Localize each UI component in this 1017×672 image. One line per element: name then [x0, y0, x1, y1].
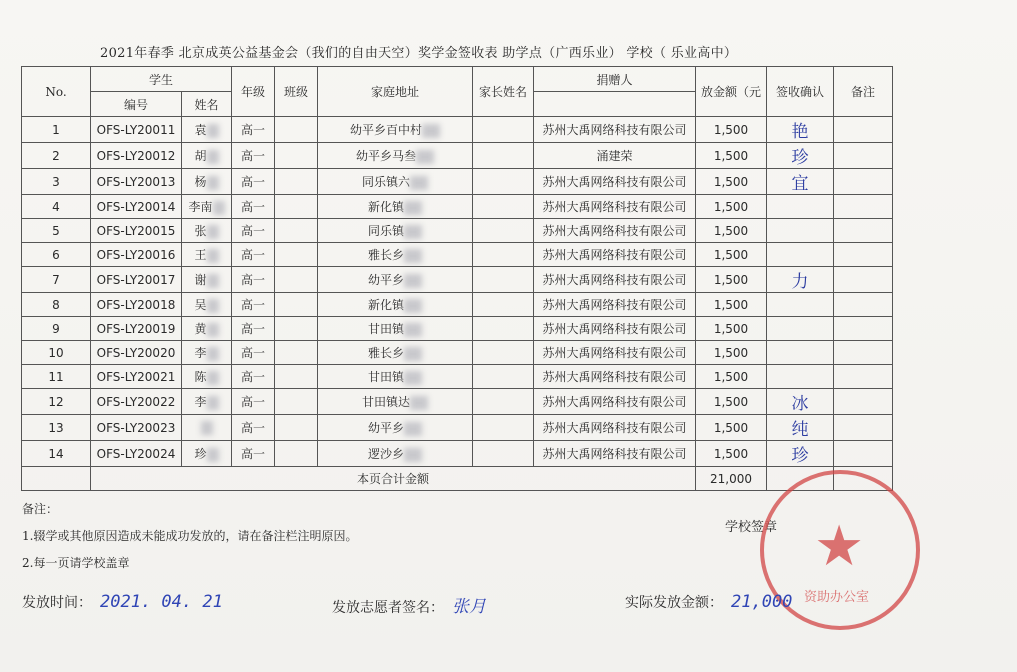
cell-name-text: 张: [194, 224, 207, 238]
cell-donor: 苏州大禹网络科技有限公司: [534, 415, 696, 441]
cell-donor: 苏州大禹网络科技有限公司: [534, 169, 696, 195]
redaction-blur: [404, 299, 422, 313]
cell-remarks: [834, 195, 893, 219]
cell-address: [318, 389, 473, 415]
cell-remarks: [834, 441, 893, 467]
footer-volunteer: [332, 592, 486, 617]
cell-class: [275, 195, 318, 219]
redaction-blur: [207, 347, 219, 361]
cell-code: OFS-LY20024: [91, 441, 182, 467]
cell-parent: [473, 195, 534, 219]
header-student: 学生: [91, 67, 232, 92]
cell-amount: 1,500: [696, 243, 767, 267]
cell-name-text: 王: [194, 248, 207, 262]
cell-name-text: 陈: [194, 370, 207, 384]
cell-no: 1: [22, 117, 91, 143]
cell-code: OFS-LY20011: [91, 117, 182, 143]
cell-remarks: [834, 243, 893, 267]
redaction-blur: [207, 225, 219, 239]
total-blank: [22, 467, 91, 491]
cell-name-text: 李南: [188, 200, 213, 214]
cell-remarks: [834, 341, 893, 365]
table-row: [22, 243, 893, 267]
cell-grade: 高一: [232, 143, 275, 169]
cell-remarks: [834, 415, 893, 441]
cell-class: [275, 267, 318, 293]
cell-address: [318, 143, 473, 169]
cell-donor: 苏州大禹网络科技有限公司: [534, 441, 696, 467]
redaction-blur: [207, 249, 219, 263]
notes-line-1: 1.辍学或其他原因造成未能成功发放的，请在备注栏注明原因。: [22, 529, 358, 543]
cell-sign: [767, 293, 834, 317]
table-row: [22, 365, 893, 389]
cell-class: [275, 389, 318, 415]
cell-name-text: 谢: [194, 273, 207, 287]
cell-donor: 苏州大禹网络科技有限公司: [534, 365, 696, 389]
footer-date: [22, 592, 223, 612]
cell-address-text: 幼平乡: [367, 421, 404, 435]
cell-sign: [767, 415, 834, 441]
redaction-blur: [207, 124, 219, 138]
cell-address-text: 雅长乡: [367, 248, 404, 262]
cell-donor: 苏州大禹网络科技有限公司: [534, 117, 696, 143]
cell-donor: 苏州大禹网络科技有限公司: [534, 389, 696, 415]
cell-remarks: [834, 219, 893, 243]
cell-address: [318, 415, 473, 441]
cell-code: OFS-LY20013: [91, 169, 182, 195]
redaction-blur: [410, 176, 428, 190]
cell-amount: 1,500: [696, 389, 767, 415]
cell-amount: 1,500: [696, 267, 767, 293]
table-row: [22, 169, 893, 195]
signature-mark: 珍: [791, 148, 809, 168]
stamp-text: 资助办公室: [804, 590, 870, 605]
cell-name-text: 胡: [194, 149, 207, 163]
cell-remarks: [834, 389, 893, 415]
cell-address: [318, 341, 473, 365]
volunteer-label: 发放志愿者签名：: [332, 600, 444, 616]
cell-remarks: [834, 117, 893, 143]
cell-sign: [767, 117, 834, 143]
cell-address-text: 逻沙乡: [367, 447, 404, 461]
cell-sign: [767, 195, 834, 219]
redaction-blur: [207, 448, 219, 462]
cell-sign: [767, 143, 834, 169]
cell-no: 11: [22, 365, 91, 389]
cell-name: [182, 143, 232, 169]
cell-parent: [473, 169, 534, 195]
cell-class: [275, 169, 318, 195]
table-row: [22, 341, 893, 365]
cell-parent: [473, 441, 534, 467]
scholarship-table: [21, 66, 893, 491]
table-row: [22, 219, 893, 243]
cell-address: [318, 169, 473, 195]
cell-grade: 高一: [232, 293, 275, 317]
cell-no: 3: [22, 169, 91, 195]
cell-code: OFS-LY20016: [91, 243, 182, 267]
cell-class: [275, 415, 318, 441]
cell-parent: [473, 117, 534, 143]
redaction-blur: [404, 201, 422, 215]
cell-amount: 1,500: [696, 195, 767, 219]
header-remarks: 备注: [834, 67, 893, 117]
cell-address: [318, 293, 473, 317]
notes-line-2: 2.每一页请学校盖章: [22, 556, 130, 570]
total-label: 本页合计金额: [91, 467, 696, 491]
header-code: 编号: [91, 92, 182, 117]
table-row: [22, 317, 893, 341]
notes-heading: 备注：: [22, 502, 59, 516]
cell-parent: [473, 143, 534, 169]
cell-parent: [473, 365, 534, 389]
header-class: 班级: [275, 67, 318, 117]
redaction-blur: [404, 274, 422, 288]
redaction-blur: [410, 396, 428, 410]
school-stamp-label: 学校签章: [725, 520, 778, 535]
cell-code: OFS-LY20018: [91, 293, 182, 317]
cell-class: [275, 441, 318, 467]
cell-address: [318, 267, 473, 293]
cell-name-text: 李: [194, 346, 207, 360]
cell-donor: 苏州大禹网络科技有限公司: [534, 219, 696, 243]
actual-label: 实际发放金额：: [625, 595, 723, 611]
redaction-blur: [404, 323, 422, 337]
cell-no: 13: [22, 415, 91, 441]
cell-name-text: 吴: [194, 298, 207, 312]
header-donor: 捐赠人: [534, 67, 696, 92]
cell-no: 7: [22, 267, 91, 293]
cell-name: [182, 293, 232, 317]
cell-sign: [767, 267, 834, 293]
cell-amount: 1,500: [696, 441, 767, 467]
redaction-blur: [207, 396, 219, 410]
redaction-blur: [404, 422, 422, 436]
cell-no: 10: [22, 341, 91, 365]
redaction-blur: [404, 249, 422, 263]
table-row: [22, 389, 893, 415]
cell-grade: 高一: [232, 317, 275, 341]
cell-address-text: 幼平乡百中村: [349, 123, 422, 137]
cell-address: [318, 441, 473, 467]
cell-name: [182, 415, 232, 441]
cell-parent: [473, 389, 534, 415]
table-row: [22, 195, 893, 219]
cell-address: [318, 219, 473, 243]
cell-sign: [767, 317, 834, 341]
cell-address-text: 甘田镇: [367, 370, 404, 384]
cell-amount: 1,500: [696, 317, 767, 341]
header-amount: 放金额（元: [696, 67, 767, 117]
cell-grade: 高一: [232, 389, 275, 415]
cell-name: [182, 117, 232, 143]
cell-address-text: 甘田镇达: [361, 395, 410, 409]
cell-parent: [473, 267, 534, 293]
cell-no: 6: [22, 243, 91, 267]
cell-class: [275, 365, 318, 389]
cell-name: [182, 317, 232, 341]
cell-parent: [473, 317, 534, 341]
total-amount: 21,000: [696, 467, 767, 491]
cell-no: 12: [22, 389, 91, 415]
cell-grade: 高一: [232, 365, 275, 389]
header-address: 家庭地址: [318, 67, 473, 117]
cell-address-text: 幼平乡: [367, 273, 404, 287]
cell-remarks: [834, 365, 893, 389]
cell-donor: 苏州大禹网络科技有限公司: [534, 293, 696, 317]
cell-address: [318, 317, 473, 341]
cell-name-text: 袁: [194, 123, 207, 137]
cell-name-text: 李: [194, 395, 207, 409]
redaction-blur: [422, 124, 440, 138]
cell-code: OFS-LY20021: [91, 365, 182, 389]
cell-grade: 高一: [232, 341, 275, 365]
cell-no: 4: [22, 195, 91, 219]
header-no: No.: [22, 67, 91, 117]
cell-address-text: 雅长乡: [367, 346, 404, 360]
cell-name: [182, 267, 232, 293]
cell-no: 14: [22, 441, 91, 467]
cell-amount: 1,500: [696, 143, 767, 169]
redaction-blur: [404, 448, 422, 462]
cell-grade: 高一: [232, 219, 275, 243]
cell-class: [275, 341, 318, 365]
cell-name-text: 黄: [194, 322, 207, 336]
cell-amount: 1,500: [696, 365, 767, 389]
cell-grade: 高一: [232, 415, 275, 441]
cell-code: OFS-LY20015: [91, 219, 182, 243]
redaction-blur: [404, 347, 422, 361]
document-title: 2021年春季 北京成英公益基金会（我们的自由天空）奖学金签收表 助学点（广西乐业） 学校（ 乐业高中）: [100, 46, 738, 61]
cell-no: 8: [22, 293, 91, 317]
redaction-blur: [201, 421, 213, 435]
header-name: 姓名: [182, 92, 232, 117]
cell-code: OFS-LY20020: [91, 341, 182, 365]
redaction-blur: [207, 371, 219, 385]
cell-sign: [767, 441, 834, 467]
cell-name: [182, 219, 232, 243]
cell-class: [275, 293, 318, 317]
cell-parent: [473, 219, 534, 243]
cell-sign: [767, 341, 834, 365]
cell-amount: 1,500: [696, 169, 767, 195]
signature-mark: 艳: [791, 122, 809, 142]
cell-address-text: 同乐镇六: [361, 175, 410, 189]
cell-class: [275, 243, 318, 267]
cell-address-text: 同乐镇: [367, 224, 404, 238]
cell-no: 5: [22, 219, 91, 243]
cell-grade: 高一: [232, 117, 275, 143]
cell-address-text: 新化镇: [367, 200, 404, 214]
cell-name: [182, 341, 232, 365]
cell-sign: [767, 389, 834, 415]
table-row: [22, 415, 893, 441]
cell-grade: 高一: [232, 267, 275, 293]
cell-parent: [473, 415, 534, 441]
cell-grade: 高一: [232, 195, 275, 219]
cell-parent: [473, 293, 534, 317]
cell-donor: 苏州大禹网络科技有限公司: [534, 267, 696, 293]
notes-section: [22, 500, 357, 581]
signature-mark: 纯: [791, 420, 809, 440]
cell-amount: 1,500: [696, 117, 767, 143]
cell-amount: 1,500: [696, 219, 767, 243]
cell-code: OFS-LY20012: [91, 143, 182, 169]
cell-donor: 苏州大禹网络科技有限公司: [534, 341, 696, 365]
cell-amount: 1,500: [696, 415, 767, 441]
cell-address: [318, 365, 473, 389]
redaction-blur: [213, 201, 225, 215]
redaction-blur: [404, 225, 422, 239]
signature-mark: 宜: [791, 174, 809, 194]
cell-address-text: 甘田镇: [367, 322, 404, 336]
cell-no: 9: [22, 317, 91, 341]
cell-amount: 1,500: [696, 341, 767, 365]
cell-remarks: [834, 293, 893, 317]
cell-class: [275, 317, 318, 341]
redaction-blur: [207, 176, 219, 190]
cell-donor: 苏州大禹网络科技有限公司: [534, 243, 696, 267]
cell-amount: 1,500: [696, 293, 767, 317]
table-row: [22, 143, 893, 169]
cell-code: OFS-LY20019: [91, 317, 182, 341]
redaction-blur: [207, 323, 219, 337]
header-parent: 家长姓名: [473, 67, 534, 117]
cell-remarks: [834, 143, 893, 169]
table-row: [22, 267, 893, 293]
header-grade: 年级: [232, 67, 275, 117]
redaction-blur: [416, 150, 434, 164]
cell-donor: 苏州大禹网络科技有限公司: [534, 317, 696, 341]
table-row: [22, 441, 893, 467]
cell-remarks: [834, 267, 893, 293]
redaction-blur: [207, 274, 219, 288]
cell-address: [318, 117, 473, 143]
cell-sign: [767, 169, 834, 195]
cell-code: OFS-LY20022: [91, 389, 182, 415]
cell-address: [318, 195, 473, 219]
cell-name: [182, 365, 232, 389]
cell-address: [318, 243, 473, 267]
cell-sign: [767, 365, 834, 389]
date-label: 发放时间：: [22, 595, 92, 611]
cell-remarks: [834, 317, 893, 341]
redaction-blur: [404, 371, 422, 385]
cell-no: 2: [22, 143, 91, 169]
signature-mark: 冰: [791, 394, 809, 414]
cell-grade: 高一: [232, 243, 275, 267]
table-row: [22, 117, 893, 143]
cell-parent: [473, 341, 534, 365]
cell-name: [182, 243, 232, 267]
cell-name: [182, 389, 232, 415]
cell-class: [275, 219, 318, 243]
cell-grade: 高一: [232, 169, 275, 195]
cell-class: [275, 117, 318, 143]
cell-name: [182, 441, 232, 467]
redaction-blur: [207, 299, 219, 313]
cell-address-text: 幼平乡马叁: [355, 149, 416, 163]
cell-remarks: [834, 169, 893, 195]
cell-parent: [473, 243, 534, 267]
cell-class: [275, 143, 318, 169]
cell-code: OFS-LY20014: [91, 195, 182, 219]
cell-donor: 苏州大禹网络科技有限公司: [534, 195, 696, 219]
cell-code: OFS-LY20017: [91, 267, 182, 293]
cell-name: [182, 169, 232, 195]
actual-value: 21,000: [731, 592, 793, 612]
volunteer-signature: 张月: [452, 597, 486, 617]
signature-mark: 力: [791, 272, 809, 292]
cell-name: [182, 195, 232, 219]
table-row: [22, 293, 893, 317]
signature-mark: 珍: [791, 446, 809, 466]
cell-address-text: 新化镇: [367, 298, 404, 312]
header-donor-sub: [534, 92, 696, 117]
table-body: [22, 117, 893, 467]
cell-name-text: 珍: [194, 447, 207, 461]
date-value: 2021. 04. 21: [100, 592, 223, 612]
cell-sign: [767, 243, 834, 267]
header-signature: 签收确认: [767, 67, 834, 117]
cell-code: OFS-LY20023: [91, 415, 182, 441]
cell-sign: [767, 219, 834, 243]
cell-name-text: 杨: [194, 175, 207, 189]
cell-grade: 高一: [232, 441, 275, 467]
cell-donor: 涌建荣: [534, 143, 696, 169]
redaction-blur: [207, 150, 219, 164]
footer-actual: [625, 592, 792, 612]
star-icon: ★: [814, 514, 865, 579]
